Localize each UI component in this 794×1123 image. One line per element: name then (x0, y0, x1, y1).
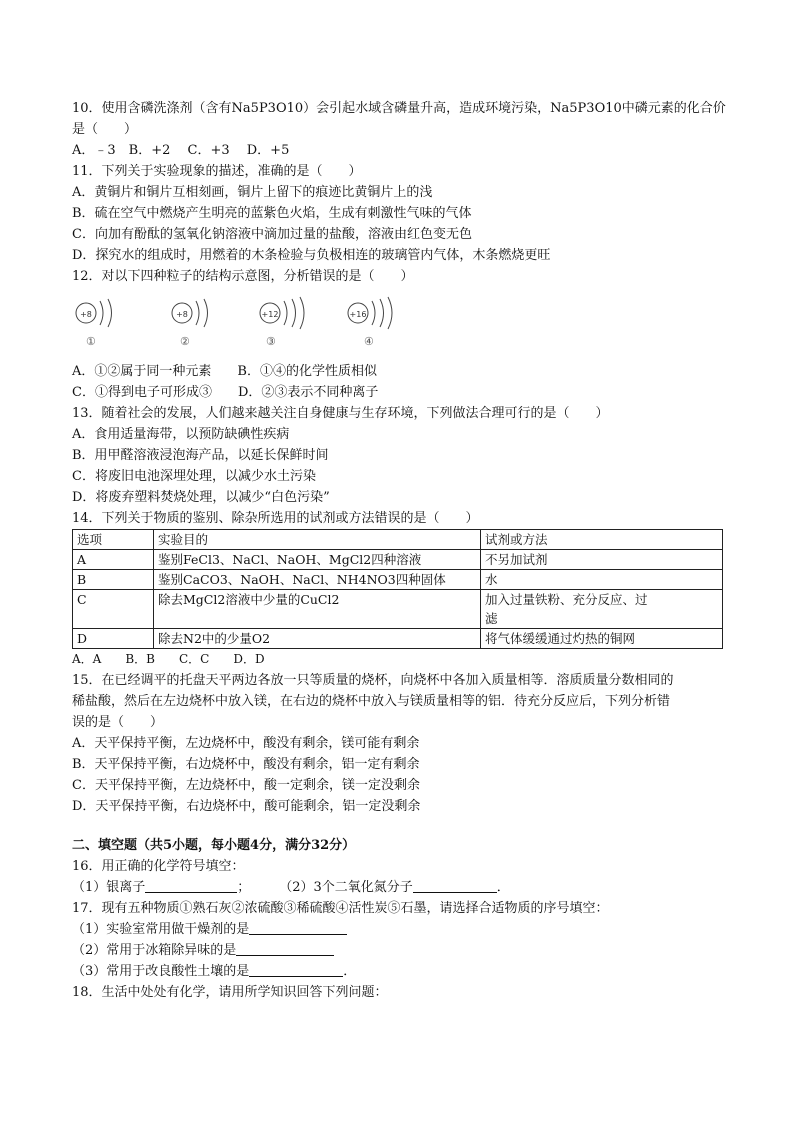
q16-part2: （2）3个二氧化氮分子 (279, 880, 413, 895)
row-b-option: B (73, 570, 154, 590)
q17-stem: 17．现有五种物质①熟石灰②浓硫酸③稀硫酸④活性炭⑤石墨，请选择合适物质的序号填空： (72, 901, 609, 916)
q12-stem: 12．对以下四种粒子的结构示意图，分析错误的是（ ） (72, 269, 414, 284)
q11-option-c: C．向加有酚酞的氢氧化钠溶液中滴加过量的盐酸，溶液由红色变无色 (72, 227, 472, 242)
q15-line2: 稀盐酸，然后在左边烧杯中放入镁，在右边的烧杯中放入与镁质量相等的铝．待充分反应后，下列分析错 (72, 694, 671, 709)
q17-part3 (72, 961, 722, 982)
row-b-purpose: 鉴别CaCO3、NaOH、NaCl、NH4NO3四种固体 (154, 570, 481, 590)
row-b-method: 水 (481, 570, 723, 590)
q14-stem: 14．下列关于物质的鉴别、除杂所选用的试剂或方法错误的是（ ） (72, 511, 479, 526)
atom-2-label: ② (180, 335, 190, 348)
q11-stem: 11．下列关于实验现象的描述，准确的是（ ） (72, 164, 362, 179)
q15-line1: 15．在已经调平的托盘天平两边各放一只等质量的烧杯，向烧杯中各加入质量相等．溶质质量分数相同的 (72, 673, 674, 688)
q14-options: A．A B．B C．C D．D (72, 652, 265, 666)
row-c-purpose: 除去MgCl2溶液中少量的CuCl2 (154, 590, 481, 629)
q17-part1-text: （1）实验室常用做干燥剂的是 (72, 922, 250, 937)
table-row (73, 550, 723, 570)
q12-options-row2: C．①得到电子可形成③ D．②③表示不同种离子 (72, 385, 379, 400)
q11-option-b: B．硫在空气中燃烧产生明亮的蓝紫色火焰，生成有刺激性气味的气体 (72, 206, 472, 221)
q13-option-d: D．将废弃塑料焚烧处理，以减少“白色污染” (72, 490, 330, 505)
table-row (73, 629, 723, 649)
q16-parts (72, 877, 722, 898)
row-d-purpose: 除去N2中的少量O2 (154, 629, 481, 649)
header-purpose: 实验目的 (154, 530, 481, 550)
q16-part1: （1）银离子 (72, 880, 146, 895)
row-c-method (481, 590, 723, 629)
q14-table (72, 529, 723, 649)
q10-line1: 10．使用含磷洗涤剂（含有Na5P3O10）会引起水域含磷量升高，造成环境污染，Na5P3O10中磷元素的化合价 (72, 101, 726, 116)
q17-end: ． (343, 964, 357, 979)
q13-option-c: C．将废旧电池深埋处理，以减少水土污染 (72, 469, 316, 484)
q16-end: ． (496, 880, 510, 895)
q16-blank-1[interactable] (145, 878, 237, 893)
atom-diagram-2 (166, 293, 246, 357)
q16-stem: 16．用正确的化学符号填空： (72, 859, 245, 874)
section-title: 二、填空题（共5小题，每小题4分，满分32分） (72, 838, 356, 853)
q18-stem: 18．生活中处处有化学，请用所学知识回答下列问题： (72, 985, 388, 1000)
q15-line3: 误的是（ ） (72, 715, 164, 730)
q17-blank-2[interactable] (236, 941, 334, 956)
q17-blank-1[interactable] (249, 920, 347, 935)
atom-4-nucleus: +16 (349, 310, 367, 319)
atom-3-nucleus: +12 (261, 310, 279, 319)
row-a-option: A (73, 550, 154, 570)
q11-option-a: A．黄铜片和铜片互相刻画，铜片上留下的痕迹比黄铜片上的浅 (72, 185, 433, 200)
q17-part2 (72, 940, 722, 961)
atom-diagram-3 (252, 293, 332, 357)
atom-diagram-1 (72, 293, 152, 357)
q17-part2-text: （2）常用于冰箱除异味的是 (72, 943, 237, 958)
row-c-method-line2: 滤 (485, 611, 498, 626)
row-a-method: 不另加试剂 (481, 550, 723, 570)
table-row (73, 570, 723, 590)
atom-1-label: ① (86, 335, 96, 348)
table-row (73, 590, 723, 629)
atom-diagram-4 (340, 293, 420, 357)
q15-option-a: A．天平保持平衡，左边烧杯中，酸没有剩余，镁可能有剩余 (72, 736, 420, 751)
row-d-method: 将气体缓缓通过灼热的铜网 (481, 629, 723, 649)
q10-options: A．﹣3 B．+2 C．+3 D．+5 (72, 143, 290, 158)
q17-part3-text: （3）常用于改良酸性土壤的是 (72, 964, 250, 979)
q15-option-d: D．天平保持平衡，右边烧杯中，酸可能剩余，铝一定没剩余 (72, 799, 421, 814)
atom-1-nucleus: +8 (80, 310, 92, 319)
q13-stem: 13．随着社会的发展，人们越来越关注自身健康与生存环境，下列做法合理可行的是（ ） (72, 406, 609, 421)
q12-options-row1: A．①②属于同一种元素 B．①④的化学性质相似 (72, 364, 377, 379)
q15-option-b: B．天平保持平衡，右边烧杯中，酸没有剩余，铝一定有剩余 (72, 757, 420, 772)
atom-structure-diagrams (72, 293, 722, 361)
header-method: 试剂或方法 (481, 530, 723, 550)
exam-page (72, 98, 726, 1003)
q13-option-b: B．用甲醛溶液浸泡海产品，以延长保鲜时间 (72, 448, 329, 463)
q11-option-d: D．探究水的组成时，用燃着的木条检验与负极相连的玻璃管内气体，木条燃烧更旺 (72, 248, 551, 263)
row-c-option: C (73, 590, 154, 629)
header-option: 选项 (73, 530, 154, 550)
atom-3-label: ③ (266, 335, 276, 348)
row-d-option: D (73, 629, 154, 649)
row-c-method-line1: 加入过量铁粉、充分反应、过 (485, 592, 648, 607)
atom-2-nucleus: +8 (176, 310, 188, 319)
q10-line2: 是（ ） (72, 122, 138, 137)
q17-blank-3[interactable] (249, 962, 343, 977)
table-header-row (73, 530, 723, 550)
q13-option-a: A．食用适量海带，以预防缺碘性疾病 (72, 427, 290, 442)
q15-option-c: C．天平保持平衡，左边烧杯中，酸一定剩余，镁一定没剩余 (72, 778, 420, 793)
q16-blank-2[interactable] (413, 878, 497, 893)
atom-4-label: ④ (364, 335, 374, 348)
q17-part1 (72, 919, 722, 940)
q16-sep: ； (237, 880, 251, 895)
row-a-purpose: 鉴别FeCl3、NaCl、NaOH、MgCl2四种溶液 (154, 550, 481, 570)
